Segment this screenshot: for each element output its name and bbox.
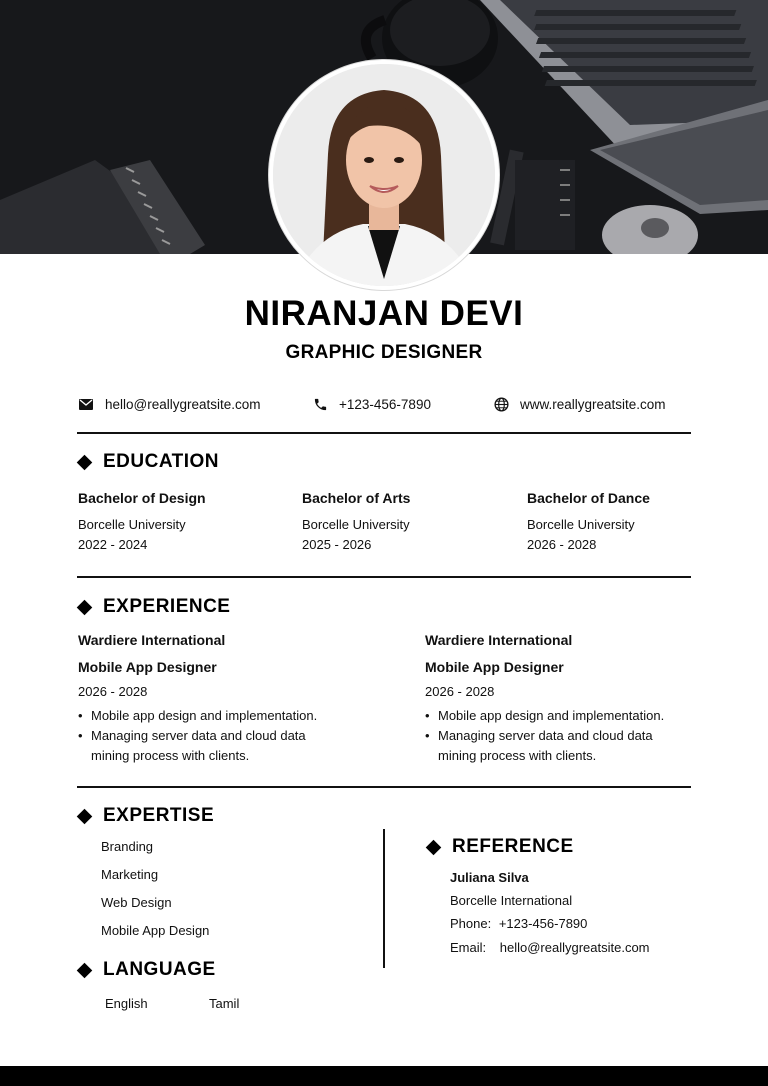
degree: Bachelor of Design (78, 490, 206, 506)
website-text[interactable]: www.reallygreatsite.com (520, 396, 666, 412)
phone-value[interactable]: +123-456-7890 (498, 916, 588, 931)
list-item: • Mobile app design and implementation. (78, 706, 358, 726)
phone-icon (311, 395, 329, 413)
language-heading (77, 959, 216, 981)
experience-item (425, 632, 705, 766)
email-value[interactable]: hello@reallygreatsite.com (499, 940, 650, 955)
expertise-heading-text: EXPERTISE (103, 805, 215, 826)
contact-phone[interactable] (311, 395, 431, 413)
phone-text[interactable]: +123-456-7890 (339, 396, 431, 412)
experience-heading-text: EXPERIENCE (103, 596, 231, 617)
language-item: Tamil (209, 996, 240, 1011)
globe-icon (492, 395, 510, 413)
responsibilities-list (425, 706, 705, 766)
reference-name (450, 870, 529, 885)
list-item: • Managing server data and cloud data mining process with clients. (78, 726, 333, 766)
profile-photo-image (273, 64, 495, 286)
job-title: GRAPHIC DESIGNER (285, 342, 483, 363)
language-item: English (105, 996, 148, 1011)
contact-website[interactable] (492, 395, 666, 413)
skill-item: Marketing (101, 867, 159, 882)
degree: Bachelor of Dance (527, 490, 650, 506)
divider (77, 432, 691, 434)
contact-email[interactable] (77, 395, 261, 413)
email-text[interactable]: hello@reallygreatsite.com (105, 396, 261, 412)
position: Mobile App Designer (425, 659, 564, 675)
column-divider (383, 829, 385, 968)
divider (77, 786, 691, 788)
list-item: • Mobile app design and implementation. (425, 706, 705, 726)
reference-heading-text: REFERENCE (452, 836, 574, 857)
years: 2026 - 2028 (425, 684, 495, 699)
school: Borcelle University (527, 517, 635, 532)
diamond-bullet-icon (426, 839, 442, 855)
degree: Bachelor of Arts (302, 490, 411, 506)
reference-email (450, 940, 650, 955)
envelope-icon (77, 395, 95, 413)
education-item (527, 490, 650, 555)
email-label: Email: (450, 940, 487, 955)
education-heading (77, 451, 219, 473)
years: 2022 - 2024 (78, 537, 148, 552)
school: Borcelle University (78, 517, 186, 532)
skill-item: Web Design (101, 895, 172, 910)
company: Wardiere International (425, 632, 573, 648)
language-heading-text: LANGUAGE (103, 959, 216, 980)
divider (77, 576, 691, 578)
reference-heading (426, 836, 574, 858)
school: Borcelle University (302, 517, 410, 532)
experience-item (78, 632, 358, 766)
company: Wardiere International (78, 632, 226, 648)
education-heading-text: EDUCATION (103, 451, 220, 472)
education-item (302, 490, 410, 555)
footer-bar (0, 1066, 768, 1086)
education-item (78, 490, 206, 555)
years: 2026 - 2028 (527, 537, 597, 552)
diamond-bullet-icon (77, 599, 93, 615)
experience-heading (77, 596, 230, 618)
position: Mobile App Designer (78, 659, 217, 675)
expertise-heading (77, 805, 214, 827)
responsibilities-list (78, 706, 358, 766)
diamond-bullet-icon (77, 808, 93, 824)
reference-phone (450, 916, 587, 931)
skill-item: Branding (101, 839, 154, 854)
candidate-name: NIRANJAN DEVI (244, 294, 524, 333)
reference-company: Borcelle International (450, 893, 573, 908)
diamond-bullet-icon (77, 454, 93, 470)
years: 2026 - 2028 (78, 684, 148, 699)
reference-name-text: Juliana Silva (450, 870, 529, 885)
diamond-bullet-icon (77, 962, 93, 978)
years: 2025 - 2026 (302, 537, 372, 552)
list-item: • Managing server data and cloud data mining process with clients. (425, 726, 680, 766)
phone-label: Phone: (450, 916, 492, 931)
profile-photo (269, 60, 499, 290)
skill-item: Mobile App Design (101, 923, 210, 938)
